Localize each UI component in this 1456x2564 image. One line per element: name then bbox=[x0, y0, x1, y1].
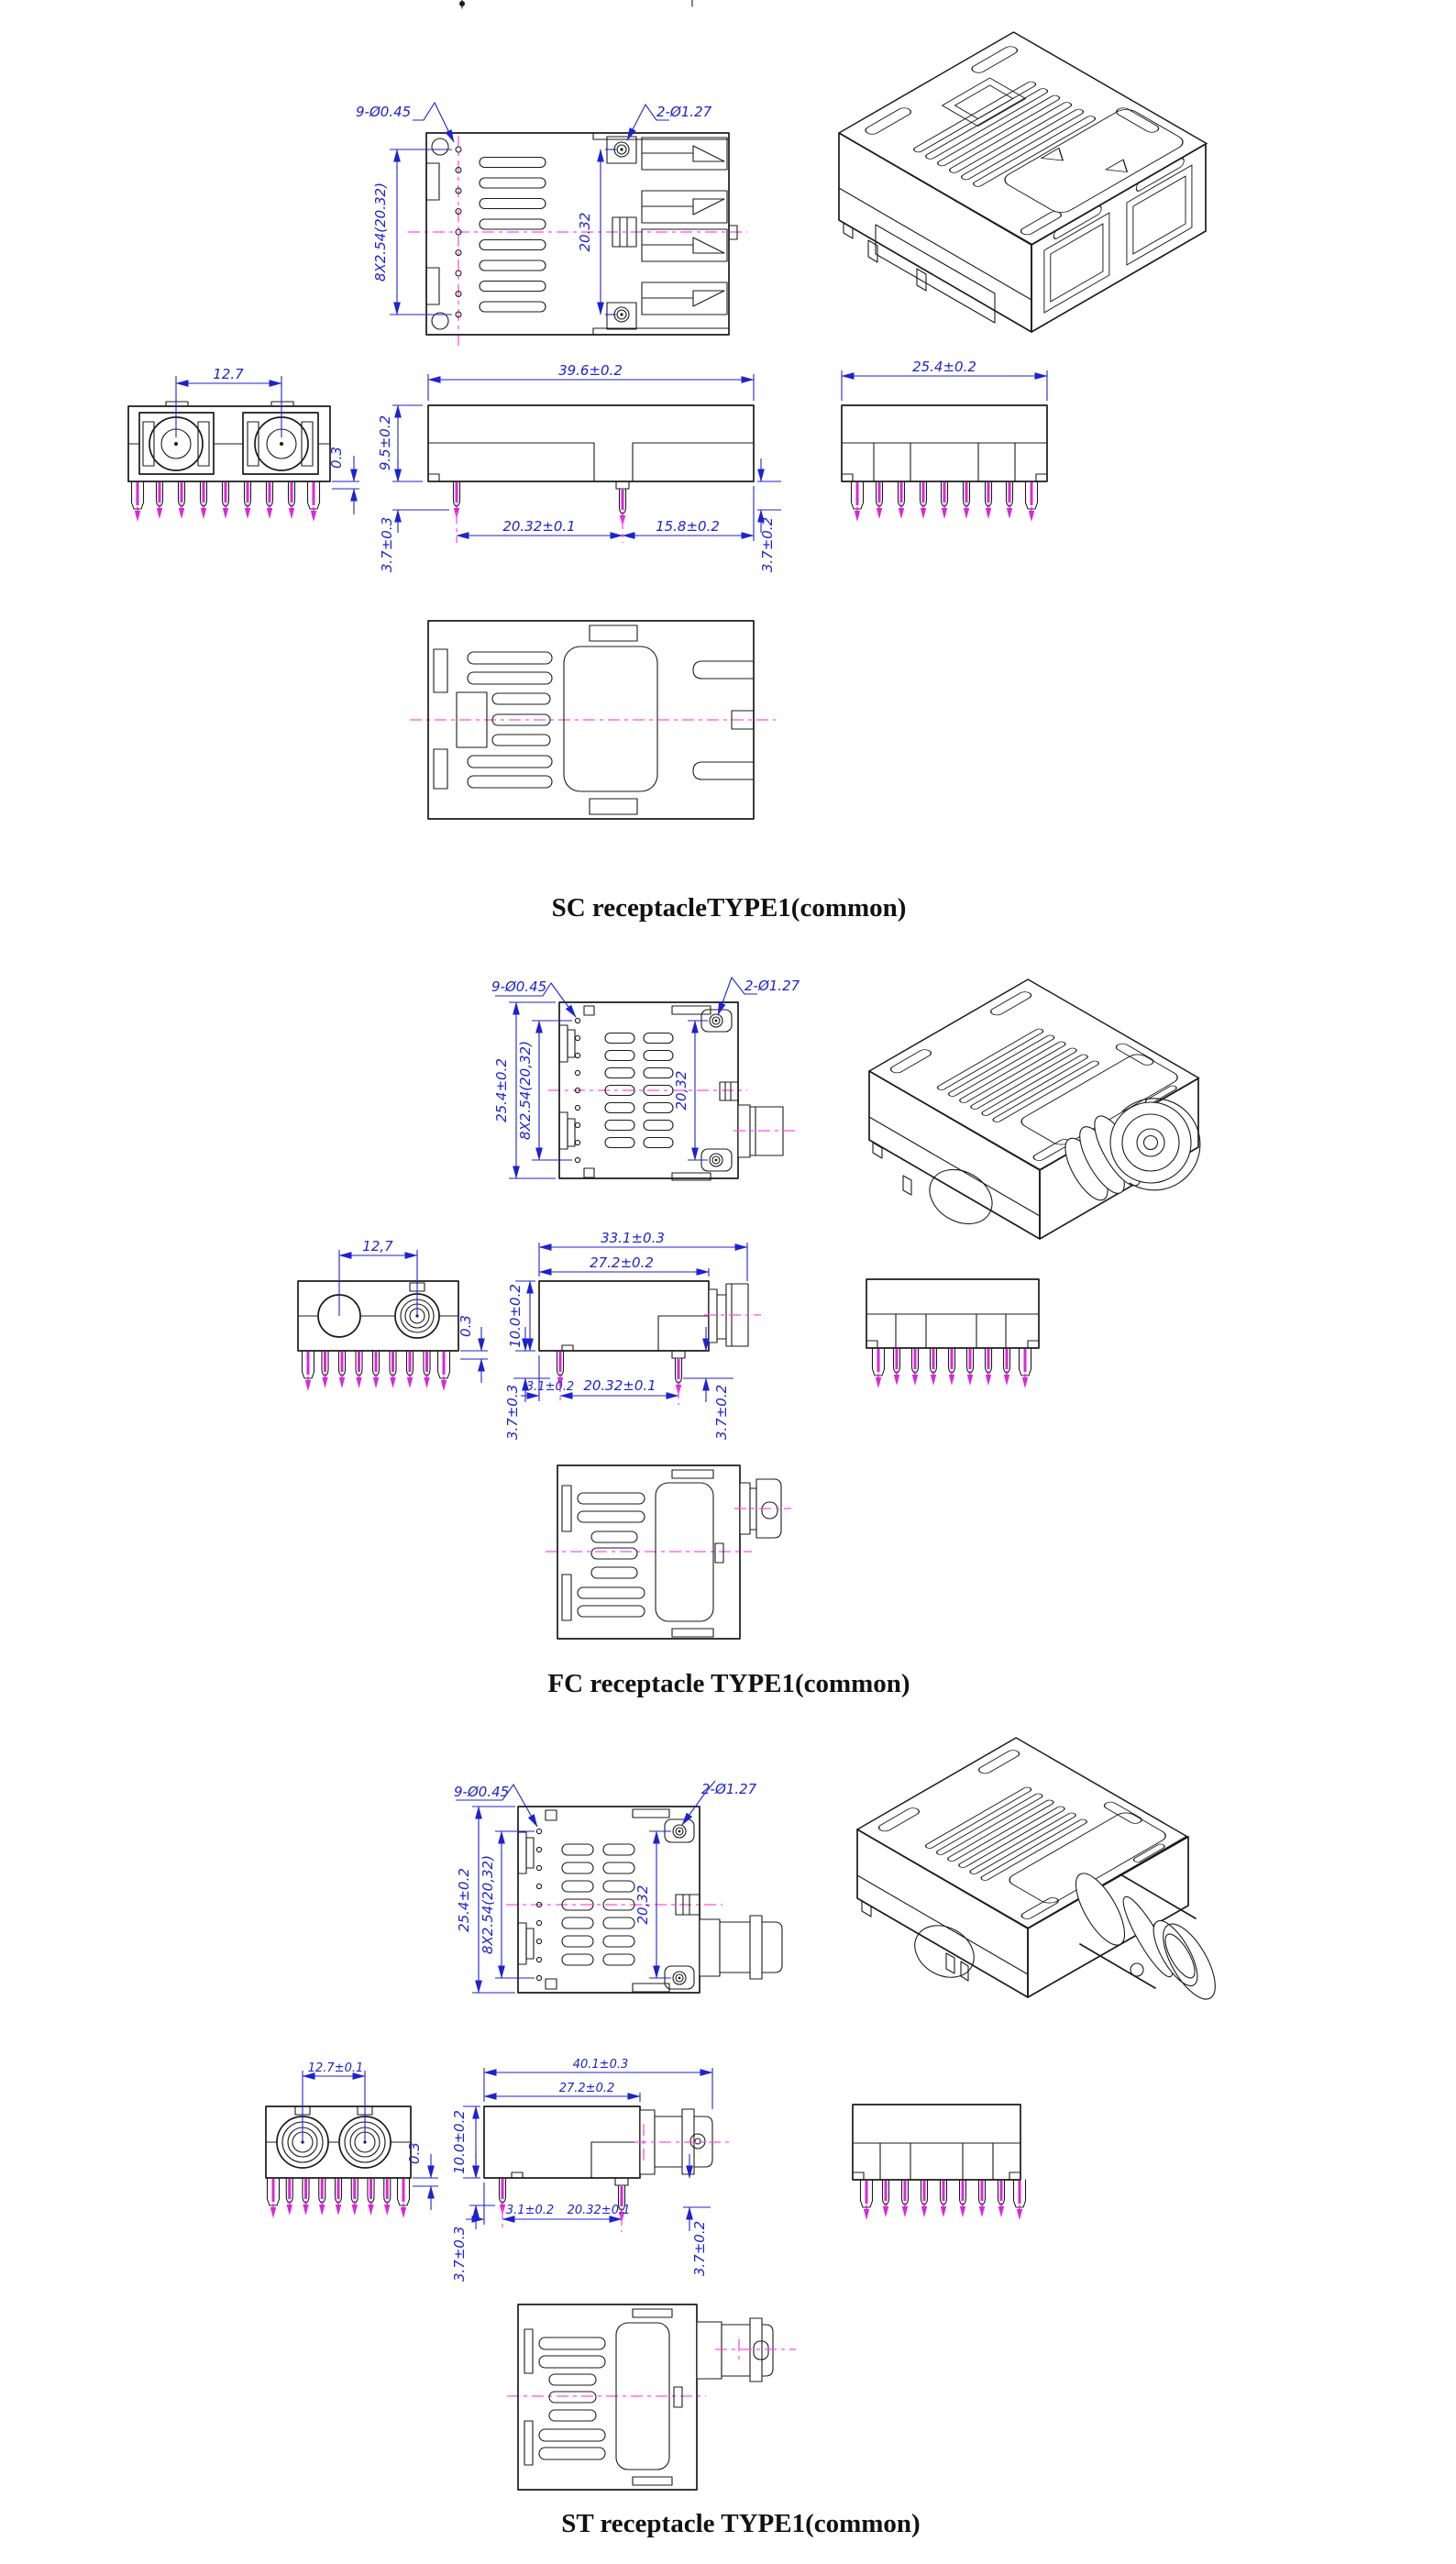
st-end-view bbox=[853, 2105, 1026, 2220]
sc-dim-span: 20.32 bbox=[577, 212, 593, 252]
fc-dim-spacing: 12,7 bbox=[362, 1238, 393, 1254]
sc-dim-pads: 2-Ø1.27 bbox=[656, 104, 712, 120]
sc-dim-pin-right: 3.7±0.2 bbox=[759, 516, 776, 573]
fc-dim-width: 25.4±0.2 bbox=[493, 1058, 510, 1122]
sc-front-view bbox=[128, 366, 359, 522]
sc-dim-height: 9.5±0.2 bbox=[377, 414, 393, 471]
st-top-view bbox=[454, 1781, 782, 1993]
fc-dim-length: 33.1±0.3 bbox=[601, 1230, 665, 1246]
st-dim-width: 25.4±0.2 bbox=[456, 1868, 472, 1932]
st-side-view bbox=[451, 2058, 734, 2282]
sc-end-view bbox=[842, 359, 1047, 522]
st-dim-pitch: 8X2.54(20,32) bbox=[480, 1855, 496, 1954]
fc-section-title: FC receptacle TYPE1(common) bbox=[547, 1669, 910, 1698]
st-dim-pads: 2-Ø1.27 bbox=[701, 1781, 757, 1797]
st-bottom-view bbox=[507, 2304, 796, 2490]
fc-dim-pin-left: 3.7±0.3 bbox=[504, 1384, 521, 1441]
st-dim-body: 27.2±0.2 bbox=[558, 2082, 615, 2095]
fc-dim-pitch2: 20.32±0.1 bbox=[583, 1377, 656, 1394]
st-dim-pin-left: 3.7±0.3 bbox=[451, 2226, 468, 2282]
st-dim-holes: 9-Ø0.45 bbox=[454, 1784, 510, 1800]
sc-dim-length: 39.6±0.2 bbox=[558, 362, 623, 379]
sc-dim-pin-left: 3.7±0.3 bbox=[379, 516, 395, 573]
fc-end-view bbox=[866, 1279, 1039, 1388]
st-section-title: ST receptacle TYPE1(common) bbox=[561, 2509, 921, 2538]
fc-dim-body: 27.2±0.2 bbox=[590, 1254, 654, 1271]
st-dim-offset: 3.1±0.2 bbox=[505, 2204, 555, 2217]
fc-front-view bbox=[298, 1238, 488, 1391]
fc-dim-standoff: 0.3 bbox=[458, 1315, 474, 1337]
sc-dim-standoff: 0.3 bbox=[328, 447, 345, 469]
sc-side-view bbox=[377, 362, 781, 572]
st-dim-pin-right: 3.7±0.2 bbox=[691, 2220, 708, 2277]
fc-iso-view bbox=[869, 979, 1200, 1239]
sc-bottom-view bbox=[410, 621, 776, 819]
st-dim-height: 10.0±0.2 bbox=[451, 2110, 468, 2174]
st-dim-pitch2: 20.32±0.1 bbox=[567, 2204, 631, 2217]
sc-dim-pitch: 8X2.54(20.32) bbox=[372, 182, 389, 282]
fc-dim-span: 20,32 bbox=[673, 1070, 689, 1111]
sc-dim-spacing: 12.7 bbox=[213, 366, 244, 382]
sc-dim-width: 25.4±0.2 bbox=[912, 359, 976, 375]
sc-dim-tail: 15.8±0.2 bbox=[656, 518, 720, 535]
sc-section-title: SC receptacleTYPE1(common) bbox=[551, 893, 907, 923]
st-dim-span: 20,32 bbox=[634, 1884, 651, 1925]
fc-top-view bbox=[491, 978, 800, 1180]
sc-iso-view bbox=[839, 32, 1207, 332]
fc-dim-holes: 9-Ø0.45 bbox=[491, 978, 547, 995]
st-dim-spacing: 12.7±0.1 bbox=[307, 2061, 364, 2075]
fc-dim-height: 10.0±0.2 bbox=[507, 1284, 524, 1348]
st-iso-view bbox=[857, 1738, 1225, 2006]
fc-dim-pitch: 8X2.54(20,32) bbox=[517, 1041, 534, 1140]
fc-side-view bbox=[504, 1230, 761, 1440]
st-front-view bbox=[266, 2061, 438, 2218]
fc-dim-pin-right: 3.7±0.2 bbox=[713, 1384, 730, 1441]
fc-bottom-view bbox=[546, 1465, 791, 1639]
sc-dim-holes: 9-Ø0.45 bbox=[356, 104, 412, 120]
fc-dim-pads: 2-Ø1.27 bbox=[745, 978, 800, 994]
fc-dim-offset: 3.1±0.2 bbox=[525, 1380, 575, 1394]
st-dim-length: 40.1±0.3 bbox=[572, 2058, 629, 2072]
sc-top-view bbox=[356, 103, 747, 347]
st-dim-standoff: 0.3 bbox=[406, 2142, 423, 2164]
sc-dim-pitch2: 20.32±0.1 bbox=[502, 518, 576, 535]
sheet-edge-marks bbox=[459, 0, 692, 8]
